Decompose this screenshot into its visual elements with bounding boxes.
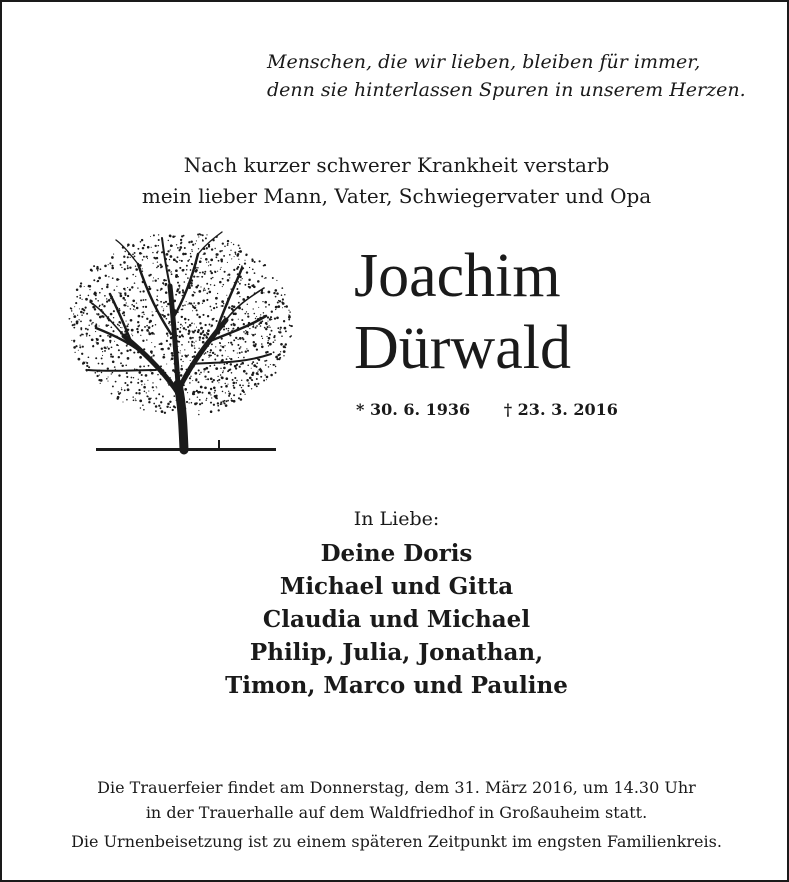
first-name: Joachim (354, 242, 561, 310)
mourner-line: Timon, Marco und Pauline (225, 672, 568, 699)
life-dates (356, 400, 618, 419)
funeral-line-1: Die Trauerfeier findet am Donnerstag, dem 31. März 2016, um 14.30 Uhr (97, 778, 696, 797)
mourner-line: Claudia und Michael (262, 606, 531, 633)
mourner-line: Philip, Julia, Jonathan, (249, 639, 544, 666)
last-name: Dürwald (354, 314, 571, 382)
birth-date: * 30. 6. 1936 (356, 400, 471, 419)
tree-icon (66, 224, 296, 464)
mourner-line: Michael und Gitta (279, 573, 514, 600)
mourner-line: Deine Doris (320, 540, 473, 567)
quote-line-1: Menschen, die wir lieben, bleiben für immer, (267, 51, 701, 73)
death-date: † 23. 3. 2016 (503, 400, 618, 419)
memorial-quote (267, 48, 746, 104)
funeral-line-2: in der Trauerhalle auf dem Waldfriedhof in Großauheim statt. (145, 803, 648, 822)
urn-burial-line: Die Urnenbeisetzung ist zu einem späteren Zeitpunkt im engsten Familienkreis. (71, 832, 722, 851)
quote-line-2: denn sie hinterlassen Spuren in unserem Herzen. (267, 79, 746, 101)
announcement-line-2: mein lieber Mann, Vater, Schwiegervater und Opa (141, 184, 652, 208)
announcement-line-1: Nach kurzer schwerer Krankheit verstarb (183, 153, 610, 177)
funeral-notice (2, 775, 789, 854)
mourners-intro: In Liebe: (353, 508, 440, 530)
mourners-list (2, 537, 789, 702)
deceased-name (354, 240, 571, 384)
death-announcement (2, 150, 789, 212)
